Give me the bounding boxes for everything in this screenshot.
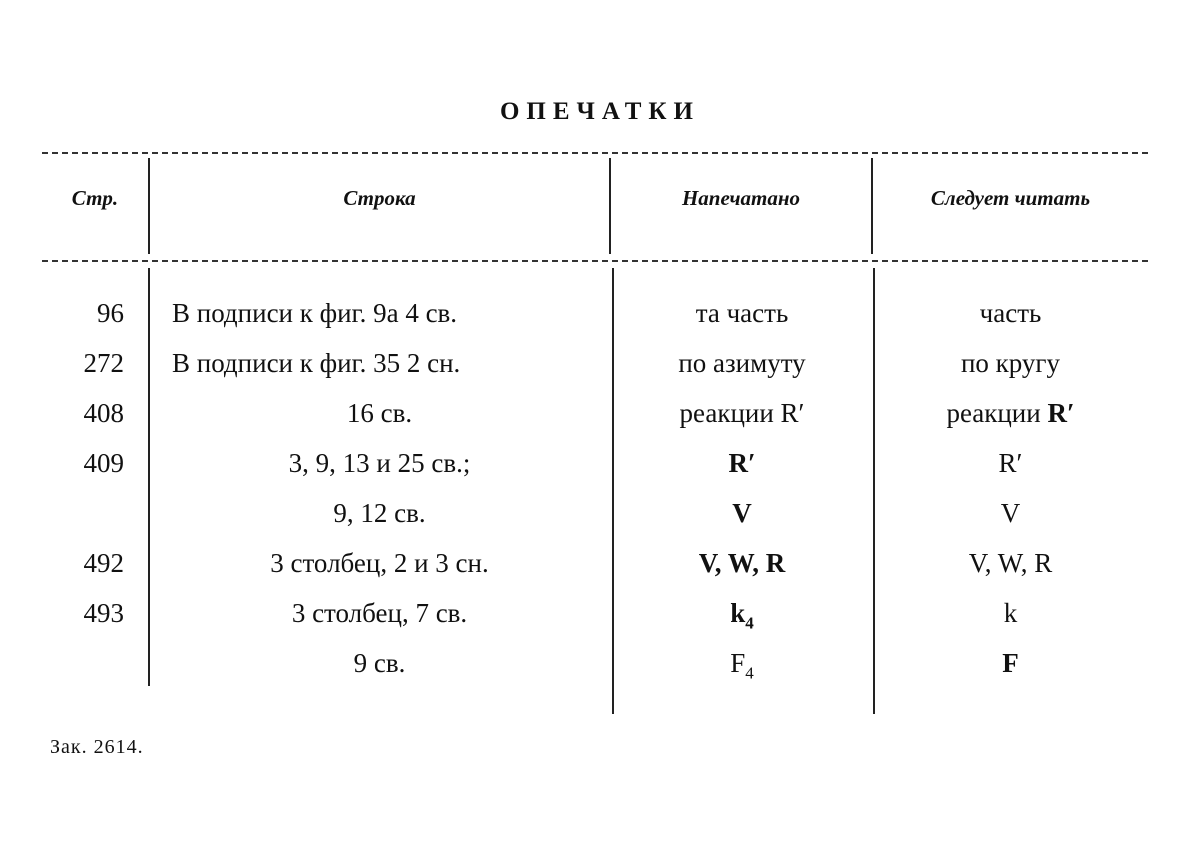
cell-line: 3 столбец, 2 и 3 сн. <box>270 548 489 578</box>
cell-line: 3 столбец, 7 св. <box>291 598 468 628</box>
errata-title: ОПЕЧАТКИ <box>499 98 701 125</box>
table-row <box>0 598 1200 648</box>
cell-read <box>873 398 1148 429</box>
header-read: Следует читать <box>930 186 1091 210</box>
cell-printed <box>611 648 873 683</box>
cell-page: 493 <box>83 598 124 628</box>
cell-page: 272 <box>83 348 124 378</box>
cell-page: 408 <box>83 398 124 428</box>
cell-line: 9, 12 св. <box>333 498 426 528</box>
header-line: Строка <box>343 186 416 210</box>
cell-printed: R′ <box>728 448 756 478</box>
top-rule <box>42 152 1148 154</box>
table-row <box>0 398 1200 448</box>
cell-printed: V, W, R <box>698 548 786 578</box>
cell-line: 16 св. <box>346 398 413 428</box>
read-symbol: R′ <box>1047 398 1075 428</box>
printed-base: k <box>730 598 746 628</box>
table-row <box>0 498 1200 548</box>
cell-page: 492 <box>83 548 124 578</box>
cell-printed <box>611 398 873 429</box>
printed-subscript: 4 <box>745 613 754 633</box>
printed-base: F <box>730 648 746 678</box>
cell-page: 409 <box>83 448 124 478</box>
order-number: Зак. 2614. <box>50 736 144 758</box>
cell-printed: V <box>732 498 752 528</box>
table-row <box>0 348 1200 398</box>
cell-line: 9 св. <box>353 648 406 678</box>
cell-read: V, W, R <box>968 548 1053 578</box>
cell-read: F <box>1002 648 1019 678</box>
table-row <box>0 448 1200 498</box>
cell-line: В подписи к фиг. 9а 4 св. <box>172 298 458 328</box>
header-printed: Напечатано <box>681 186 801 210</box>
table-row <box>0 548 1200 598</box>
cell-read: R′ <box>998 448 1023 478</box>
cell-line: В подписи к фиг. 35 2 сн. <box>172 348 461 378</box>
header-page: Стр. <box>71 186 119 210</box>
header-rule <box>42 260 1148 262</box>
cell-line: 3, 9, 13 и 25 св.; <box>288 448 471 478</box>
printed-subscript: 4 <box>745 663 754 683</box>
table-row <box>0 298 1200 348</box>
table-row <box>0 648 1200 698</box>
cell-page: 96 <box>97 298 124 328</box>
cell-printed <box>611 598 873 633</box>
cell-printed: по азимуту <box>678 348 806 378</box>
cell-read: часть <box>979 298 1042 328</box>
cell-read: по кругу <box>960 348 1061 378</box>
printed-text: реакции <box>679 398 781 428</box>
printed-symbol: R′ <box>780 398 805 428</box>
cell-read: k <box>1003 598 1018 628</box>
cell-printed: та часть <box>695 298 789 328</box>
cell-read: V <box>1000 498 1021 528</box>
read-text: реакции <box>946 398 1048 428</box>
